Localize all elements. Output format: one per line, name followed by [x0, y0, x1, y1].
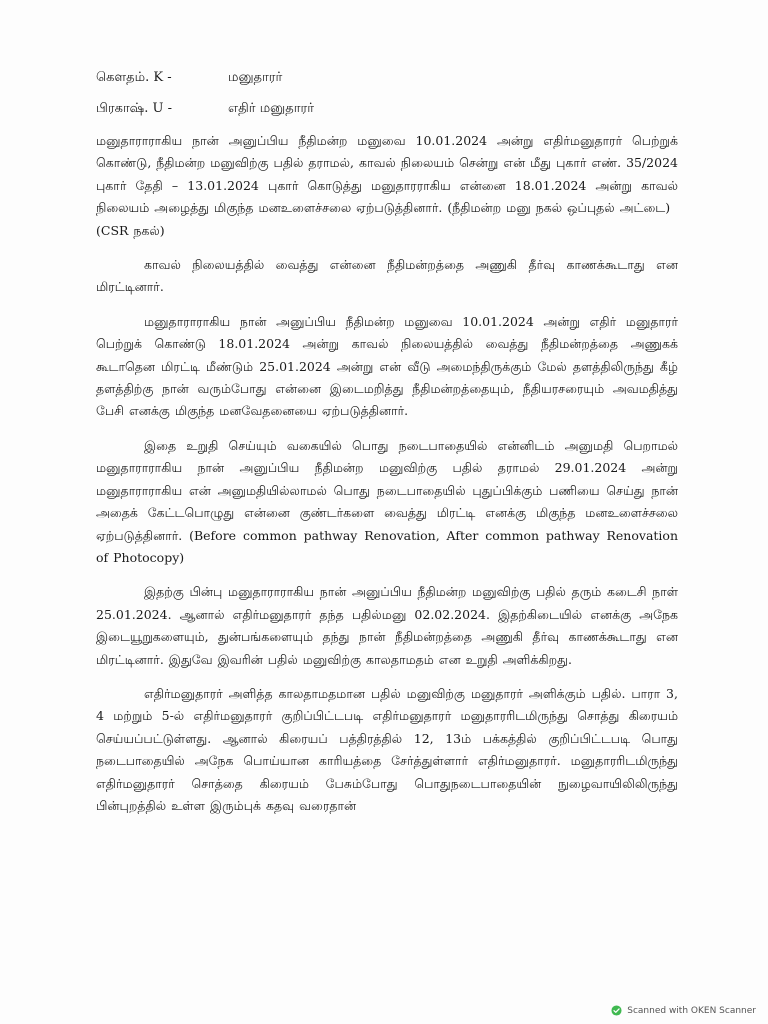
petitioner-name: கௌதம். K -: [96, 70, 172, 85]
scanner-label: Scanned with OKEN Scanner: [627, 1005, 756, 1016]
paragraph-3: மனுதாராராகிய நான் அனுப்பிய நீதிமன்ற மனுவை 10.01.2024 அன்று எதிர் மனுதாரர் பெற்றுக் கொண்டு 18.01.2024 அன்று காவல் நிலையத்தில் வைத்து நீதிமன்றத்தை அணுகக் கூடாதென மிரட்டி மீண்டும் 25.01.2024 அன்று என் வீடு அமைந்திருக்கும் மேல் தளத்திலிருந்து கீழ் தளத்திற்கு நான் வரும்போது என்னை இடைமறித்து நீதிமன்றத்தையும், நீதியரசரையும் அவமதித்து பேசி எனக்கு மிகுந்த மனவேதனையை ஏற்படுத்தினார்.: [96, 313, 678, 419]
paragraph-4: இதை உறுதி செய்யும் வகையில் பொது நடைபாதையில் என்னிடம் அனுமதி பெறாமல் மனுதாராராகிய நான் அனுப்பிய நீதிமன்ற மனுவிற்கு பதில் தராமல் 29.01.2024 அன்று மனுதாராராகிய என் அனுமதியில்லாமல் பொது நடைபாதையில் புதுப்பிக்கும் பணியை செய்து நான் அதைக் கேட்டபொழுது என்னை குண்டர்களை வைத்து மிரட்டி எனக்கு மிகுந்த மனஉளைச்சலை ஏற்படுத்தினார். (Before common pathway Renovation, After common pathway Renovation of Photocopy): [96, 437, 678, 565]
paragraph-5: இதற்கு பின்பு மனுதாராராகிய நான் அனுப்பிய நீதிமன்ற மனுவிற்கு பதில் தரும் கடைசி நாள் 25.01.2024. ஆனால் எதிர்மனுதாரர் தந்த பதில்மனு 02.02.2024. இதற்கிடையில் எனக்கு அநேக இடையூறுகளையும், துன்பங்களையும் தந்து நான் நீதிமன்றத்தை அணுகி தீர்வு காணக்கூடாது என மிரட்டினார். இதுவே இவரின் பதில் மனுவிற்கு காலதாமதம் என உறுதி அளிக்கிறது.: [96, 584, 678, 667]
paragraph-6: எதிர்மனுதாரர் அளித்த காலதாமதமான பதில் மனுவிற்கு மனுதாரர் அளிக்கும் பதில். பாரா 3, 4 மற்றும் 5-ல் எதிர்மனுதாரர் குறிப்பிட்டபடி எதிர்மனுதாரர் மனுதாரரிடமிருந்து சொத்து கிரையம் செய்யப்பட்டுள்ளது. ஆனால் கிரையப் பத்திரத்தில் 12, 13ம் பக்கத்தில் குறிப்பிட்டபடி பொது நடைபாதையில் அநேக பொய்யான காரியத்தை சேர்த்துள்ளார் எதிர்மனுதாரர். மனுதாரரிடமிருந்து எதிர்மனுதாரர் சொத்தை கிரையம் பேசும்போது பொதுநடைபாதையின் நுழைவாயிலிலிருந்து பின்புறத்தில் உள்ள இரும்புக் கதவு வரைதான்: [96, 685, 678, 813]
paragraph-2: காவல் நிலையத்தில் வைத்து என்னை நீதிமன்றத்தை அணுகி தீர்வு காணக்கூடாது என மிரட்டினார்.: [96, 257, 678, 295]
scanner-watermark: [611, 1005, 756, 1016]
petitioner-line: [96, 68, 678, 87]
petitioner-role: மனுதாரர்: [228, 70, 283, 85]
paragraph-1: மனுதாராராகிய நான் அனுப்பிய நீதிமன்ற மனுவை 10.01.2024 அன்று எதிர்மனுதாரர் பெற்றுக் கொண்டு, நீதிமன்ற மனுவிற்கு பதில் தராமல், காவல் நிலையம் சென்று என் மீது புகார் எண். 35/2024 புகார் தேதி – 13.01.2024 புகார் கொடுத்து மனுதாரராகிய என்னை 18.01.2024 அன்று காவல் நிலையம் அழைத்து மிகுந்த மனஉளைச்சலை ஏற்படுத்தினார். (நீதிமன்ற மனு நகல் ஒப்புதல் அட்டை): [96, 133, 678, 216]
document-body: [96, 68, 678, 829]
respondent-line: [96, 99, 678, 118]
respondent-name: பிரகாஷ். U -: [96, 101, 172, 116]
respondent-role: எதிர் மனுதாரர்: [228, 101, 315, 116]
paragraph-1-note: (CSR நகல்): [96, 222, 165, 238]
oken-scanner-icon: [611, 1005, 622, 1016]
